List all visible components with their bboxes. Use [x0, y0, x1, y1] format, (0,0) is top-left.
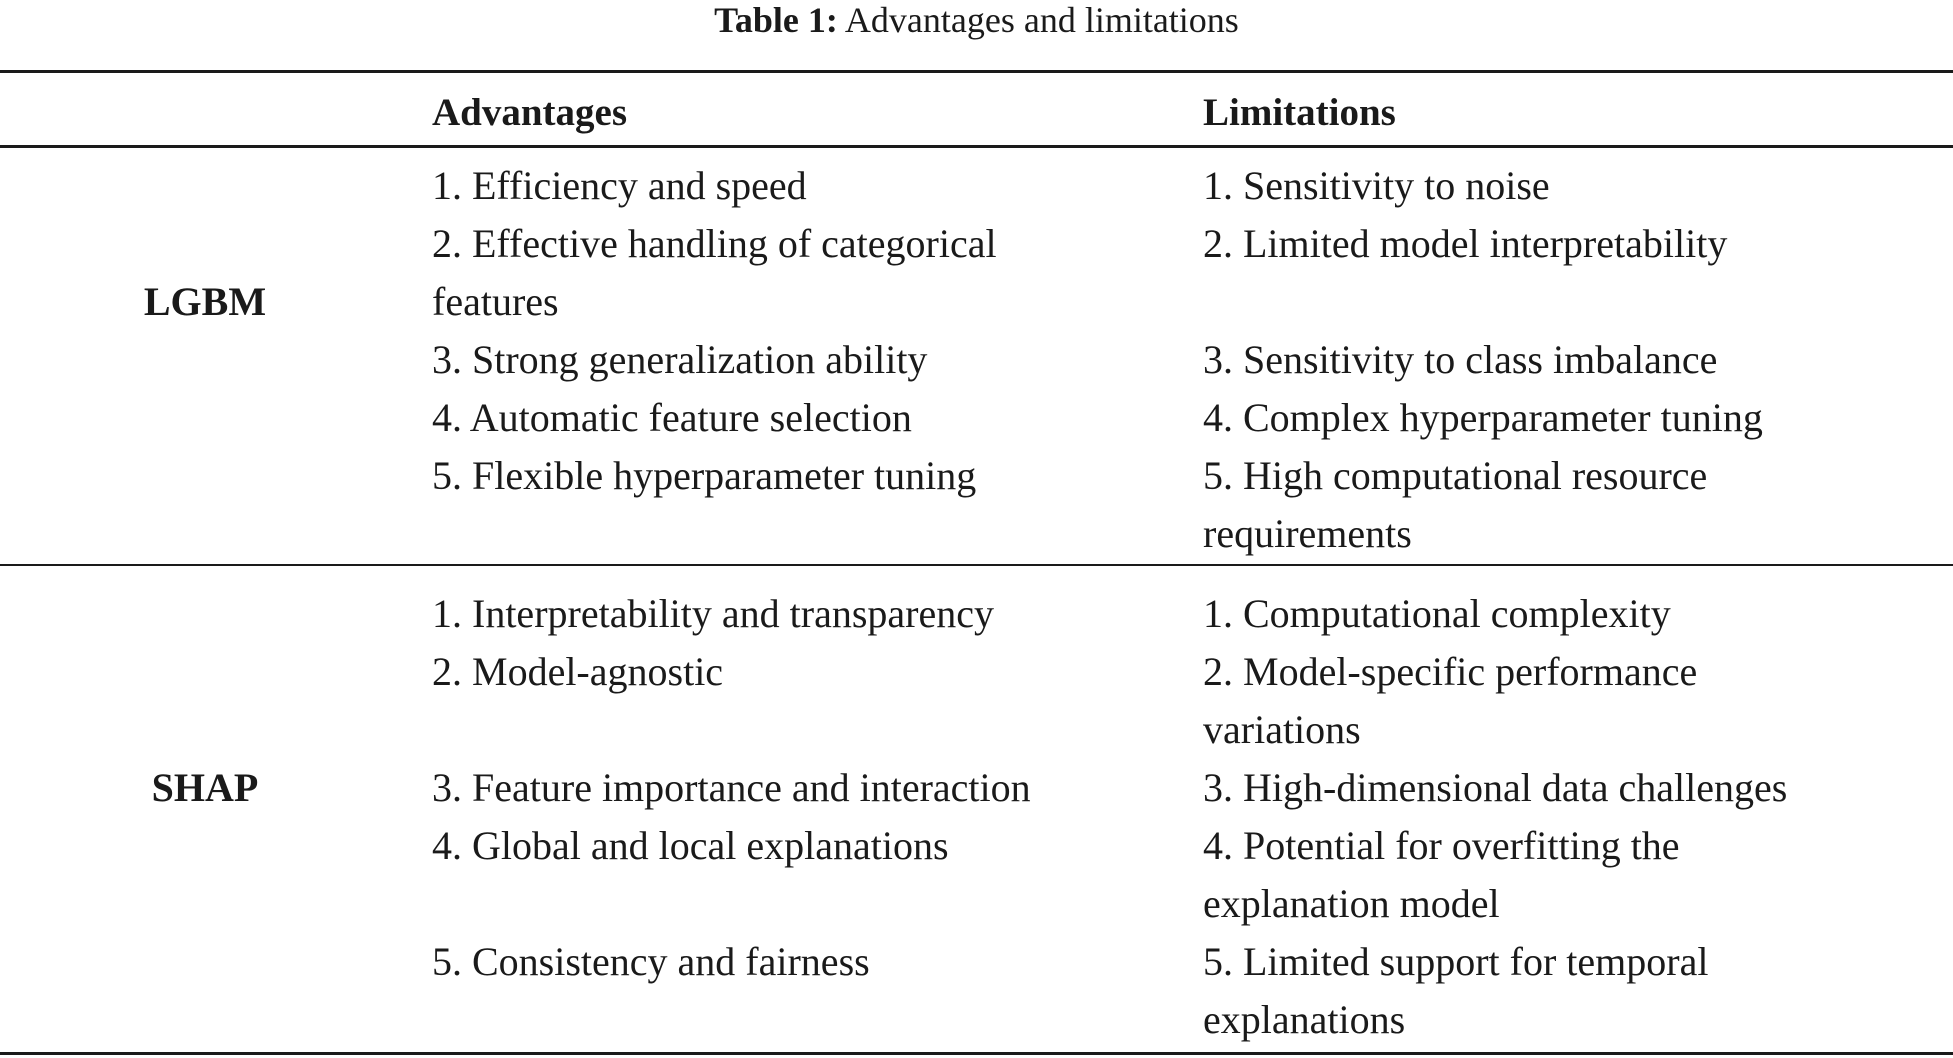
limitation-item: 3. High-dimensional data challenges	[1203, 765, 1788, 810]
limitation-item: 2. Model-specific performance variations	[1203, 649, 1698, 752]
header-advantages: Advantages	[432, 91, 628, 134]
table-caption	[0, 0, 1953, 40]
advantage-item: 5. Consistency and fairness	[432, 939, 870, 984]
advantage-item: 2. Effective handling of categorical features	[432, 221, 997, 324]
advantage-item: 1. Interpretability and transparency	[432, 591, 994, 636]
advantage-item: 2. Model-agnostic	[432, 649, 724, 694]
advantage-item: 4. Global and local explanations	[432, 823, 949, 868]
table-caption-text: Advantages and limitations	[844, 0, 1239, 40]
table-caption-label: Table 1:	[714, 0, 838, 40]
limitation-item: 1. Computational complexity	[1203, 591, 1671, 636]
group-divider	[0, 564, 1953, 566]
header-limitations: Limitations	[1203, 91, 1396, 134]
limitation-item: 4. Potential for overfitting the explanation model	[1203, 823, 1680, 926]
limitation-item: 5. Limited support for temporal explanations	[1203, 939, 1709, 1042]
row-label-lgbm: LGBM	[143, 279, 267, 324]
top-rule	[0, 70, 1953, 73]
limitation-item: 2. Limited model interpretability	[1203, 221, 1728, 266]
limitation-item: 5. High computational resource requirements	[1203, 453, 1708, 556]
advantage-item: 5. Flexible hyperparameter tuning	[432, 453, 977, 498]
header-rule	[0, 145, 1953, 148]
bottom-rule	[0, 1052, 1953, 1055]
limitation-item: 4. Complex hyperparameter tuning	[1203, 395, 1763, 440]
advantage-item: 4. Automatic feature selection	[432, 395, 912, 440]
limitation-item: 3. Sensitivity to class imbalance	[1203, 337, 1718, 382]
advantage-item: 3. Strong generalization ability	[432, 337, 928, 382]
limitation-item: 1. Sensitivity to noise	[1203, 163, 1550, 208]
advantage-item: 3. Feature importance and interaction	[432, 765, 1031, 810]
advantage-item: 1. Efficiency and speed	[432, 163, 807, 208]
row-label-shap: SHAP	[151, 765, 259, 810]
